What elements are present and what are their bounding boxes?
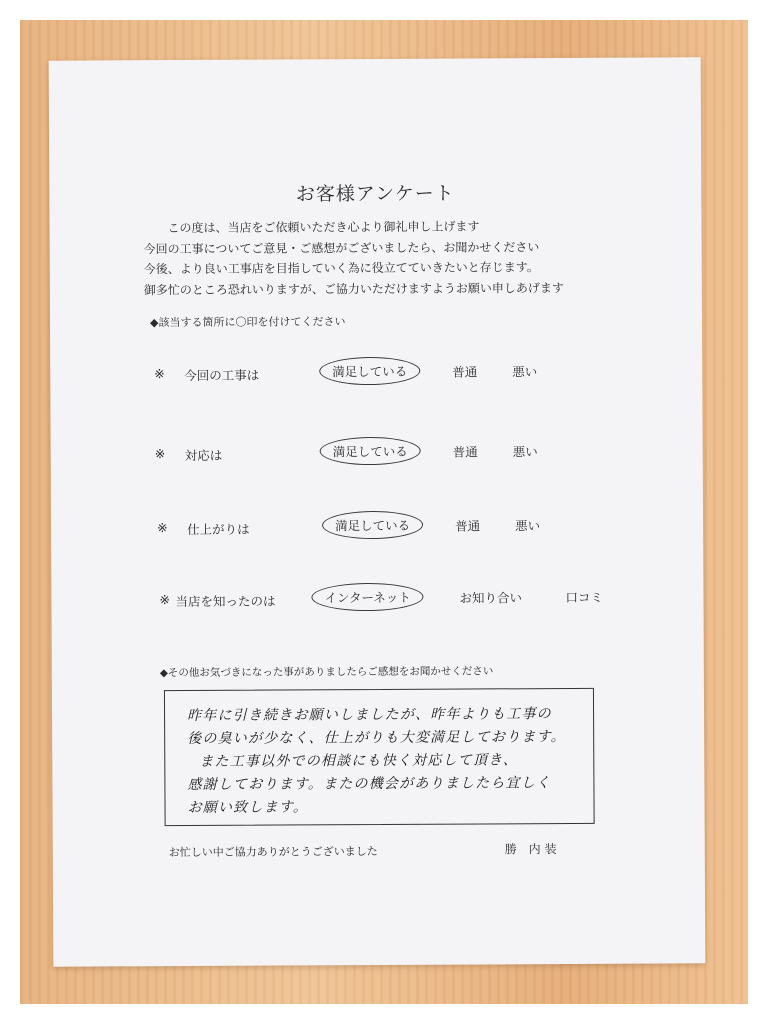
thank-you-footer: お忙しい中ご協力ありがとうございました (168, 845, 378, 860)
option-bad[interactable]: 悪い (512, 444, 538, 460)
intro-line: 御多忙のところ恐れいりますが、ご協力いただけますようお願い申しあげます (143, 280, 564, 297)
intro-line: 今後、より良い工事店を目指していく為に役立てていきたいと存じます。 (143, 260, 539, 277)
option-internet-circled[interactable]: インターネット (311, 583, 424, 612)
question-mark: ※ (159, 592, 170, 608)
question-label: 今回の工事は (184, 367, 260, 384)
survey-title: お客様アンケート (295, 182, 455, 206)
comment-prompt: ◆その他お気づきになった事がありましたらご感想をお聞かせください (159, 665, 494, 680)
shop-name: 勝 内装 (504, 842, 561, 857)
handwritten-comment (187, 703, 566, 820)
question-label: 対応は (184, 447, 223, 464)
option-normal[interactable]: 普通 (452, 444, 478, 460)
comment-box[interactable] (164, 688, 595, 826)
option-satisfied-circled[interactable]: 満足している (320, 437, 421, 466)
wooden-table-photo (20, 20, 748, 1004)
comment-line: また工事以外での相談にも快く対応して頂き、 (199, 752, 518, 770)
circle-instruction: ◆該当する箇所に〇印を付けてください (149, 315, 346, 330)
intro-text (143, 216, 563, 300)
comment-line: 感謝しております。またの機会がありましたら宜しく (187, 775, 552, 793)
option-word-of-mouth[interactable]: 口コミ (565, 589, 604, 606)
comment-line: お願い致します。 (187, 799, 309, 816)
survey-sheet (49, 57, 706, 966)
option-normal[interactable]: 普通 (455, 518, 481, 534)
comment-line: 後の臭いが少なく、仕上がりも大変満足しております。 (187, 729, 566, 747)
option-bad[interactable]: 悪い (512, 364, 538, 380)
question-mark: ※ (154, 366, 165, 382)
option-acquaintance[interactable]: お知り合い (459, 590, 523, 606)
comment-line: 昨年に引き続きお願いしましたが、昨年よりも工事の (187, 706, 552, 724)
option-satisfied-circled[interactable]: 満足している (319, 357, 420, 386)
question-mark: ※ (154, 446, 166, 462)
option-normal[interactable]: 普通 (452, 364, 478, 380)
intro-line: 今回の工事についてご意見・ご感想がございましたら、お聞かせください (143, 239, 540, 256)
option-bad[interactable]: 悪い (515, 518, 541, 534)
question-mark: ※ (157, 520, 168, 536)
intro-line: この度は、当店をご依頼いただき心より御礼申し上げます (167, 219, 480, 236)
question-label: 当店を知ったのは (175, 593, 276, 610)
question-label: 仕上がりは (187, 521, 250, 537)
option-satisfied-circled[interactable]: 満足している (322, 511, 423, 540)
